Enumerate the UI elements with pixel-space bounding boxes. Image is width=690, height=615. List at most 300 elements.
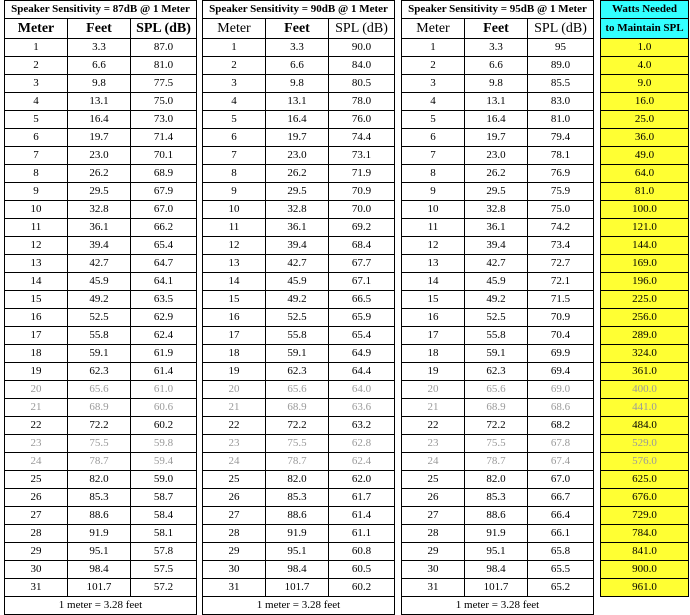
spl-cell: 69.9: [528, 345, 594, 363]
meter-cell: 31: [402, 579, 465, 597]
table-row: [601, 273, 689, 291]
spl-cell: 68.4: [329, 237, 395, 255]
meter-cell: 23: [5, 435, 68, 453]
meter-cell: 5: [402, 111, 465, 129]
table-row: [203, 363, 395, 381]
meter-cell: 20: [5, 381, 68, 399]
meter-cell: 28: [203, 525, 266, 543]
table-row: [5, 111, 197, 129]
table-row: [203, 255, 395, 273]
feet-cell: 101.7: [68, 579, 131, 597]
table-row: [601, 39, 689, 57]
watts-cell: 900.0: [601, 561, 689, 579]
sensitivity-87-table: [4, 0, 197, 615]
meter-cell: 12: [5, 237, 68, 255]
meter-cell: 16: [5, 309, 68, 327]
feet-cell: 13.1: [465, 93, 528, 111]
column-header-feet: Feet: [266, 19, 329, 39]
table-row: [203, 327, 395, 345]
watts-cell: 324.0: [601, 345, 689, 363]
feet-cell: 36.1: [68, 219, 131, 237]
table-row: [402, 561, 594, 579]
feet-cell: 23.0: [465, 147, 528, 165]
table-row: [203, 453, 395, 471]
watts-cell: 576.0: [601, 453, 689, 471]
table-row: [402, 129, 594, 147]
spl-cell: 65.2: [528, 579, 594, 597]
table-row: [5, 183, 197, 201]
spl-cell: 57.5: [131, 561, 197, 579]
feet-cell: 75.5: [465, 435, 528, 453]
feet-cell: 29.5: [465, 183, 528, 201]
feet-cell: 78.7: [68, 453, 131, 471]
table-row: [5, 57, 197, 75]
table-row: [203, 417, 395, 435]
table-row: [5, 255, 197, 273]
spl-cell: 64.0: [329, 381, 395, 399]
table-row: [601, 165, 689, 183]
meter-cell: 4: [402, 93, 465, 111]
meter-cell: 4: [5, 93, 68, 111]
spl-cell: 90.0: [329, 39, 395, 57]
table-row: [402, 165, 594, 183]
spl-cell: 70.4: [528, 327, 594, 345]
spl-cell: 67.8: [528, 435, 594, 453]
meter-cell: 27: [402, 507, 465, 525]
watts-cell: 196.0: [601, 273, 689, 291]
spl-cell: 67.0: [528, 471, 594, 489]
watts-cell: 100.0: [601, 201, 689, 219]
meter-cell: 12: [402, 237, 465, 255]
spl-cell: 67.7: [329, 255, 395, 273]
spl-cell: 83.0: [528, 93, 594, 111]
column-header-meter: Meter: [203, 19, 266, 39]
meter-cell: 2: [203, 57, 266, 75]
meter-cell: 3: [402, 75, 465, 93]
watts-cell: 625.0: [601, 471, 689, 489]
table-row: [402, 327, 594, 345]
feet-cell: 32.8: [465, 201, 528, 219]
meter-cell: 25: [5, 471, 68, 489]
column-header-spl: SPL (dB): [528, 19, 594, 39]
meter-cell: 7: [203, 147, 266, 165]
table-row: [601, 255, 689, 273]
spl-cell: 61.9: [131, 345, 197, 363]
feet-cell: 82.0: [68, 471, 131, 489]
spl-cell: 71.4: [131, 129, 197, 147]
meter-cell: 28: [402, 525, 465, 543]
meter-cell: 23: [203, 435, 266, 453]
feet-cell: 9.8: [465, 75, 528, 93]
table-row: [601, 291, 689, 309]
feet-cell: 9.8: [68, 75, 131, 93]
feet-cell: 45.9: [465, 273, 528, 291]
watts-cell: 841.0: [601, 543, 689, 561]
table-row: [601, 75, 689, 93]
spl-cell: 77.5: [131, 75, 197, 93]
table-row: [5, 561, 197, 579]
spl-cell: 61.4: [329, 507, 395, 525]
table-row: [601, 147, 689, 165]
table-row: [5, 399, 197, 417]
footnote: 1 meter = 3.28 feet: [5, 597, 197, 615]
feet-cell: 95.1: [68, 543, 131, 561]
column-header-feet: Feet: [465, 19, 528, 39]
table-row: [402, 255, 594, 273]
spl-cell: 71.5: [528, 291, 594, 309]
table-row: [5, 291, 197, 309]
meter-cell: 18: [5, 345, 68, 363]
table-row: [5, 435, 197, 453]
table-row: [203, 183, 395, 201]
meter-cell: 24: [203, 453, 266, 471]
spl-cell: 69.2: [329, 219, 395, 237]
watts-cell: 4.0: [601, 57, 689, 75]
feet-cell: 6.6: [465, 57, 528, 75]
spl-cell: 65.8: [528, 543, 594, 561]
meter-cell: 2: [402, 57, 465, 75]
spl-cell: 73.0: [131, 111, 197, 129]
table-row: [203, 93, 395, 111]
spl-cell: 87.0: [131, 39, 197, 57]
feet-cell: 98.4: [68, 561, 131, 579]
feet-cell: 98.4: [266, 561, 329, 579]
spl-cell: 64.4: [329, 363, 395, 381]
feet-cell: 6.6: [266, 57, 329, 75]
meter-cell: 10: [5, 201, 68, 219]
meter-cell: 2: [5, 57, 68, 75]
table-row: [601, 237, 689, 255]
spl-cell: 78.0: [329, 93, 395, 111]
table-title: Speaker Sensitivity = 90dB @ 1 Meter: [203, 1, 395, 19]
meter-cell: 3: [5, 75, 68, 93]
table-row: [203, 345, 395, 363]
meter-cell: 29: [402, 543, 465, 561]
table-row: [203, 309, 395, 327]
watts-needed-table: [600, 0, 689, 597]
watts-cell: 36.0: [601, 129, 689, 147]
table-row: [601, 579, 689, 597]
watts-cell: 16.0: [601, 93, 689, 111]
feet-cell: 62.3: [68, 363, 131, 381]
meter-cell: 14: [5, 273, 68, 291]
feet-cell: 13.1: [266, 93, 329, 111]
feet-cell: 45.9: [266, 273, 329, 291]
table-row: [402, 93, 594, 111]
table-row: [203, 219, 395, 237]
meter-cell: 1: [203, 39, 266, 57]
feet-cell: 23.0: [68, 147, 131, 165]
table-row: [402, 237, 594, 255]
table-row: [601, 363, 689, 381]
table-row: [5, 489, 197, 507]
feet-cell: 85.3: [465, 489, 528, 507]
table-row: [5, 237, 197, 255]
spl-cell: 64.7: [131, 255, 197, 273]
spl-cell: 68.6: [528, 399, 594, 417]
feet-cell: 55.8: [465, 327, 528, 345]
meter-cell: 9: [5, 183, 68, 201]
table-row: [601, 219, 689, 237]
feet-cell: 52.5: [465, 309, 528, 327]
spl-cell: 63.6: [329, 399, 395, 417]
watts-cell: 9.0: [601, 75, 689, 93]
table-row: [402, 471, 594, 489]
meter-cell: 8: [402, 165, 465, 183]
spl-cell: 84.0: [329, 57, 395, 75]
table-row: [601, 111, 689, 129]
watts-cell: 961.0: [601, 579, 689, 597]
feet-cell: 26.2: [465, 165, 528, 183]
spl-cell: 62.4: [329, 453, 395, 471]
meter-cell: 13: [402, 255, 465, 273]
table-row: [601, 471, 689, 489]
meter-cell: 11: [203, 219, 266, 237]
spl-cell: 76.9: [528, 165, 594, 183]
watts-cell: 144.0: [601, 237, 689, 255]
table-row: [402, 579, 594, 597]
feet-cell: 45.9: [68, 273, 131, 291]
meter-cell: 21: [402, 399, 465, 417]
table-row: [402, 363, 594, 381]
table-row: [402, 345, 594, 363]
table-row: [203, 471, 395, 489]
spl-cell: 85.5: [528, 75, 594, 93]
meter-cell: 25: [402, 471, 465, 489]
watts-cell: 81.0: [601, 183, 689, 201]
feet-cell: 98.4: [465, 561, 528, 579]
feet-cell: 55.8: [68, 327, 131, 345]
table-row: [402, 507, 594, 525]
watts-cell: 784.0: [601, 525, 689, 543]
table-row: [5, 579, 197, 597]
spl-cell: 78.1: [528, 147, 594, 165]
feet-cell: 29.5: [68, 183, 131, 201]
meter-cell: 31: [203, 579, 266, 597]
spl-cell: 57.8: [131, 543, 197, 561]
watts-cell: 225.0: [601, 291, 689, 309]
table-row: [5, 201, 197, 219]
table-row: [402, 111, 594, 129]
feet-cell: 6.6: [68, 57, 131, 75]
table-row: [203, 399, 395, 417]
spl-cell: 64.1: [131, 273, 197, 291]
feet-cell: 82.0: [465, 471, 528, 489]
feet-cell: 19.7: [266, 129, 329, 147]
sensitivity-90-table: [202, 0, 395, 615]
meter-cell: 6: [203, 129, 266, 147]
table-row: [402, 381, 594, 399]
spl-cell: 65.9: [329, 309, 395, 327]
spl-cell: 60.2: [131, 417, 197, 435]
feet-cell: 19.7: [465, 129, 528, 147]
meter-cell: 17: [5, 327, 68, 345]
meter-cell: 20: [402, 381, 465, 399]
table-row: [601, 93, 689, 111]
meter-cell: 24: [5, 453, 68, 471]
feet-cell: 65.6: [266, 381, 329, 399]
feet-cell: 49.2: [266, 291, 329, 309]
table-row: [203, 129, 395, 147]
table-row: [5, 75, 197, 93]
table-row: [402, 219, 594, 237]
feet-cell: 68.9: [465, 399, 528, 417]
table-row: [402, 435, 594, 453]
spl-cell: 58.7: [131, 489, 197, 507]
feet-cell: 42.7: [266, 255, 329, 273]
table-row: [5, 165, 197, 183]
feet-cell: 13.1: [68, 93, 131, 111]
meter-cell: 14: [203, 273, 266, 291]
table-row: [203, 525, 395, 543]
meter-cell: 3: [203, 75, 266, 93]
spl-cell: 67.1: [329, 273, 395, 291]
meter-cell: 23: [402, 435, 465, 453]
spl-cell: 81.0: [528, 111, 594, 129]
meter-cell: 30: [5, 561, 68, 579]
table-row: [402, 75, 594, 93]
watts-cell: 1.0: [601, 39, 689, 57]
table-row: [5, 129, 197, 147]
table-row: [601, 525, 689, 543]
table-row: [5, 543, 197, 561]
meter-cell: 29: [5, 543, 68, 561]
feet-cell: 91.9: [266, 525, 329, 543]
spl-cell: 66.2: [131, 219, 197, 237]
spl-cell: 61.4: [131, 363, 197, 381]
feet-cell: 3.3: [266, 39, 329, 57]
spl-cell: 62.9: [131, 309, 197, 327]
feet-cell: 65.6: [465, 381, 528, 399]
spl-cell: 66.5: [329, 291, 395, 309]
meter-cell: 31: [5, 579, 68, 597]
spl-cell: 65.4: [131, 237, 197, 255]
feet-cell: 26.2: [266, 165, 329, 183]
feet-cell: 49.2: [68, 291, 131, 309]
feet-cell: 42.7: [465, 255, 528, 273]
feet-cell: 72.2: [266, 417, 329, 435]
feet-cell: 59.1: [465, 345, 528, 363]
spl-cell: 68.2: [528, 417, 594, 435]
spl-cell: 72.7: [528, 255, 594, 273]
spl-cell: 95: [528, 39, 594, 57]
spl-cell: 63.2: [329, 417, 395, 435]
table-row: [203, 489, 395, 507]
meter-cell: 16: [402, 309, 465, 327]
table-row: [601, 453, 689, 471]
meter-cell: 26: [203, 489, 266, 507]
table-title: Speaker Sensitivity = 95dB @ 1 Meter: [402, 1, 594, 19]
watts-cell: 25.0: [601, 111, 689, 129]
table-row: [601, 399, 689, 417]
feet-cell: 26.2: [68, 165, 131, 183]
table-row: [5, 147, 197, 165]
spl-cell: 67.4: [528, 453, 594, 471]
spl-cell: 72.1: [528, 273, 594, 291]
feet-cell: 62.3: [465, 363, 528, 381]
table-row: [5, 39, 197, 57]
table-row: [5, 273, 197, 291]
spl-cell: 60.2: [329, 579, 395, 597]
column-header-meter: Meter: [5, 19, 68, 39]
feet-cell: 16.4: [266, 111, 329, 129]
table-row: [5, 327, 197, 345]
spl-cell: 60.5: [329, 561, 395, 579]
table-row: [601, 561, 689, 579]
table-row: [601, 129, 689, 147]
spl-cell: 80.5: [329, 75, 395, 93]
watts-cell: 64.0: [601, 165, 689, 183]
spl-cell: 66.7: [528, 489, 594, 507]
table-row: [402, 291, 594, 309]
meter-cell: 7: [5, 147, 68, 165]
feet-cell: 82.0: [266, 471, 329, 489]
spl-cell: 66.4: [528, 507, 594, 525]
table-row: [402, 309, 594, 327]
watts-cell: 529.0: [601, 435, 689, 453]
spl-cell: 62.8: [329, 435, 395, 453]
watts-cell: 361.0: [601, 363, 689, 381]
spl-cell: 58.1: [131, 525, 197, 543]
meter-cell: 29: [203, 543, 266, 561]
meter-cell: 1: [402, 39, 465, 57]
feet-cell: 68.9: [68, 399, 131, 417]
table-row: [402, 525, 594, 543]
meter-cell: 5: [5, 111, 68, 129]
feet-cell: 91.9: [68, 525, 131, 543]
spl-cell: 60.8: [329, 543, 395, 561]
meter-cell: 9: [402, 183, 465, 201]
feet-cell: 59.1: [68, 345, 131, 363]
feet-cell: 39.4: [266, 237, 329, 255]
meter-cell: 22: [5, 417, 68, 435]
meter-cell: 10: [203, 201, 266, 219]
feet-cell: 55.8: [266, 327, 329, 345]
meter-cell: 19: [203, 363, 266, 381]
feet-cell: 52.5: [68, 309, 131, 327]
table-title: Speaker Sensitivity = 87dB @ 1 Meter: [5, 1, 197, 19]
watts-cell: 49.0: [601, 147, 689, 165]
feet-cell: 16.4: [68, 111, 131, 129]
footnote: 1 meter = 3.28 feet: [203, 597, 395, 615]
table-row: [402, 417, 594, 435]
table-row: [601, 345, 689, 363]
table-row: [203, 39, 395, 57]
feet-cell: 36.1: [266, 219, 329, 237]
spl-cell: 64.9: [329, 345, 395, 363]
table-row: [5, 507, 197, 525]
feet-cell: 101.7: [266, 579, 329, 597]
table-row: [402, 399, 594, 417]
watts-cell: 729.0: [601, 507, 689, 525]
table-row: [203, 147, 395, 165]
spl-cell: 73.1: [329, 147, 395, 165]
watts-title-line1: Watts Needed: [601, 1, 689, 19]
table-row: [402, 201, 594, 219]
feet-cell: 91.9: [465, 525, 528, 543]
meter-cell: 15: [402, 291, 465, 309]
watts-cell: 289.0: [601, 327, 689, 345]
watts-cell: 484.0: [601, 417, 689, 435]
feet-cell: 39.4: [465, 237, 528, 255]
feet-cell: 29.5: [266, 183, 329, 201]
meter-cell: 11: [402, 219, 465, 237]
meter-cell: 13: [5, 255, 68, 273]
table-row: [203, 75, 395, 93]
feet-cell: 101.7: [465, 579, 528, 597]
table-row: [5, 525, 197, 543]
meter-cell: 15: [203, 291, 266, 309]
